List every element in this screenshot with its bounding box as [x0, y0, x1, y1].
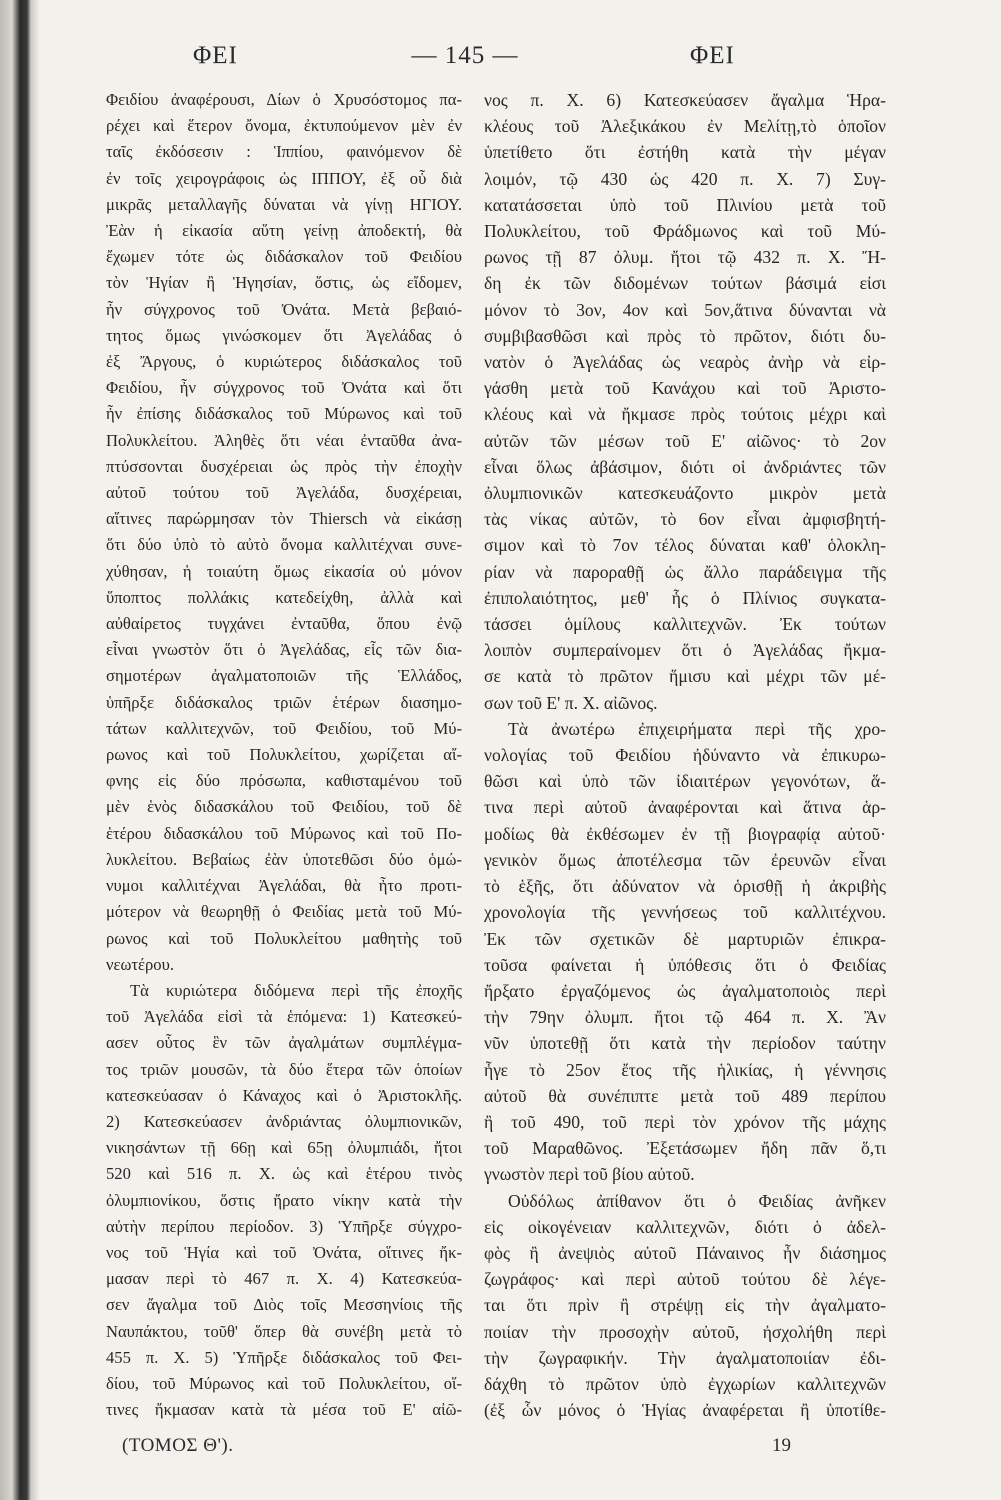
printer-signature: 19	[772, 1435, 791, 1456]
left-text-column	[106, 87, 462, 1423]
text-line: Ἐκ τῶν σχετικῶν δὲ μαρτυριῶν ἐπικρα-	[484, 928, 886, 949]
text-line: τάτων καλλιτεχνῶν, τοῦ Φειδίου, τοῦ Μύ-	[106, 718, 462, 738]
text-line: (ἐξ ὧν μόνος ὁ Ἡγίας ἀναφέρεται ἢ ὑποτίθε-	[484, 1400, 886, 1421]
text-line: ὀλυμπιονίκου, ὅστις ἤρατο νίκην κατὰ τὴν	[106, 1190, 462, 1210]
right-text-column	[484, 87, 886, 1423]
text-line: ὀλυμπιονικῶν κατεσκευάζοντο μικρὸν μετὰ	[484, 483, 886, 504]
text-line: Τὰ ἀνωτέρω ἐπιχειρήματα περὶ τῆς χρο-	[508, 718, 886, 739]
text-line: ὅτι δύο ὑπὸ τὸ αὐτὸ ὄνομα καλλιτέχναι συνε-	[106, 535, 462, 555]
left-column-paragraph	[106, 87, 462, 978]
text-line: τος τριῶν μουσῶν, τὰ δύο ἕτερα τῶν ὁποίων	[106, 1059, 462, 1079]
text-line: γενικὸν ὅμως ἀποτέλεσμα τῶν ἐρευνῶν εἶναι	[484, 849, 886, 870]
text-line: ασεν οὗτος ἓν τῶν ἀγαλμάτων συμπλέγμα-	[106, 1033, 462, 1053]
text-line: νολογίας τοῦ Φειδίου ἠδύναντο νὰ ἐπικυρω-	[484, 745, 886, 766]
text-line: ὑπετίθετο ὅτι ἐστήθη κατὰ τὴν μέγαν	[484, 142, 886, 163]
text-line: μὲν ἑνὸς διδασκάλου τοῦ Φειδίου, τοῦ δὲ	[106, 797, 462, 817]
text-line: ποιίαν τὴν προσοχὴν αὐτοῦ, ἠσχολήθη περὶ	[484, 1321, 886, 1342]
text-line: τοῦ Ἀγελάδα εἰσὶ τὰ ἑπόμενα: 1) Κατεσκεύ-	[106, 1007, 462, 1027]
text-line: τὸ ἑξῆς, ὅτι ἀδύνατον νὰ ὁρισθῇ ἡ ἀκριβὴς	[484, 876, 886, 897]
text-line: σιμον καὶ τὸ 7ον τέλος δύναται καθ' ὁλοκλη-	[484, 535, 886, 556]
text-line: ρωνος καὶ τοῦ Πολυκλείτου, χωρίζεται αἴ-	[106, 745, 462, 765]
text-line: εἶναι ὅλως ἀβάσιμον, διότι οἱ ἀνδριάντες τῶν	[484, 456, 886, 477]
left-column-paragraph	[106, 978, 462, 1423]
text-line: ρωνος τῇ 87 ὀλυμ. ἤτοι τῷ 432 π. Χ. Ἤ-	[484, 247, 886, 268]
text-line: Φειδίου, ἦν σύγχρονος τοῦ Ὀνάτα καὶ ὅτι	[106, 378, 462, 398]
text-line: τὰς νίκας αὐτῶν, τὸ 6ον εἶναι ἀμφισβητή-	[484, 509, 886, 530]
text-line: Οὐδόλως ἀπίθανον ὅτι ὁ Φειδίας ἀνῆκεν	[508, 1190, 886, 1211]
text-line: δίου, τοῦ Μύρωνος καὶ τοῦ Πολυκλείτου, οἵ-	[106, 1373, 462, 1393]
text-line: λοιπὸν συμπεραίνομεν ὅτι ὁ Ἀγελάδας ἤκμα-	[484, 640, 886, 661]
text-line: Πολυκλείτου. Ἀληθὲς ὅτι νέαι ἐνταῦθα ἀνα-	[106, 430, 462, 450]
text-line: κατεσκεύασαν ὁ Κάναχος καὶ ὁ Ἀριστοκλῆς.	[106, 1085, 462, 1105]
running-head-right: ΦΕΙ	[690, 42, 735, 69]
text-line: νος τοῦ Ἡγία καὶ τοῦ Ὀνάτα, οἵτινες ἤκ-	[106, 1242, 462, 1262]
volume-mark: (ΤΟΜΟΣ Θ').	[122, 1435, 234, 1456]
text-line: ρέχει καὶ ἕτερον ὄνομα, ἐκτυπούμενον μὲν ἐν	[106, 116, 462, 136]
text-line: δη ἐκ τῶν διδομένων τούτων βάσιμά εἰσι	[484, 273, 886, 294]
text-line: 455 π. Χ. 5) Ὑπῆρξε διδάσκαλος τοῦ Φει-	[106, 1347, 462, 1367]
text-line: λοιμόν, τῷ 430 ὡς 420 π. Χ. 7) Συγ-	[484, 168, 886, 189]
text-line: 2) Κατεσκεύασεν ἀνδριάντας ὀλυμπιονικῶν,	[106, 1111, 462, 1131]
text-line: μόνον τὸ 3ον, 4ον καὶ 5ον,ἅτινα δύνανται νὰ	[484, 299, 886, 320]
text-line: εἰς οἰκογένειαν καλλιτεχνῶν, διότι ὁ ἀδελ-	[484, 1216, 886, 1237]
text-line: τινες ἤκμασαν κατὰ τὰ μέσα τοῦ Ε' αἰῶ-	[106, 1400, 462, 1420]
text-line: νεωτέρου.	[106, 954, 174, 974]
text-line: γάσθη μετὰ τοῦ Κανάχου καὶ τοῦ Ἀριστο-	[484, 378, 886, 399]
text-line: χύθησαν, ἡ τοιαύτη ὅμως εἰκασία οὐ μόνον	[106, 561, 462, 581]
text-line: ἐξ Ἄργους, ὁ κυριώτερος διδάσκαλος τοῦ	[106, 352, 462, 372]
text-line: ὕποπτος πολλάκις κατεδείχθη, ἀλλὰ καὶ	[106, 587, 462, 607]
right-column-paragraph	[484, 716, 886, 1188]
page-edge-shadow	[0, 0, 40, 1500]
text-line: ρίαν νὰ παροραθῇ ὡς ἄλλο παράδειγμα τῆς	[484, 561, 886, 582]
text-line: χρονολογία τῆς γεννήσεως τοῦ καλλιτέχνου.	[484, 902, 886, 923]
page-number: — 145 —	[411, 42, 519, 69]
right-column-paragraph	[484, 87, 886, 716]
text-line: ἢ τοῦ 490, τοῦ περὶ τὸν χρόνον τῆς μάχης	[484, 1111, 886, 1132]
text-line: Ναυπάκτου, τοῦθ' ὅπερ θὰ συνέβη μετὰ τὸ	[106, 1321, 462, 1341]
text-line: ρωνος καὶ τοῦ Πολυκλείτου μαθητὴς τοῦ	[106, 928, 462, 948]
text-line: μοδίως θὰ ἐκθέσωμεν ἐν τῇ βιογραφίᾳ αὐτοῦ·	[484, 823, 886, 844]
text-line: τὴν 79ην ὀλυμπ. ἤτοι τῷ 464 π. Χ. Ἂν	[484, 1007, 886, 1028]
right-column-paragraph	[484, 1188, 886, 1424]
text-line: κλέους τοῦ Ἀλεξικάκου ἐν Μελίτῃ,τὸ ὁποῖον	[484, 116, 886, 137]
text-line: μότερον νὰ θεωρηθῇ ὁ Φειδίας μετὰ τοῦ Μύ-	[106, 902, 462, 922]
text-line: πτύσσονται δυσχέρειαι ὡς πρὸς τὴν ἐποχὴν	[106, 456, 462, 476]
text-line: νατὸν ὁ Ἀγελάδας ὡς νεαρὸς ἀνὴρ νὰ εἰρ-	[484, 352, 886, 373]
text-line: ἦν σύγχρονος τοῦ Ὀνάτα. Μετὰ βεβαιό-	[106, 299, 462, 319]
text-line: μασαν περὶ τὸ 467 π. Χ. 4) Κατεσκεύα-	[106, 1269, 462, 1289]
text-line: Φειδίου ἀναφέρουσι, Δίων ὁ Χρυσόστομος πα-	[106, 90, 462, 109]
text-line: φὸς ἢ ἀνεψιὸς αὐτοῦ Πάναινος ἦν διάσημος	[484, 1242, 886, 1263]
text-line: ἤρξατο ἐργαζόμενος ὡς ἀγαλματοποιὸς περὶ	[484, 980, 886, 1001]
text-line: αὐτὴν περίπου περίοδον. 3) Ὑπῆρξε σύγχρο-	[106, 1216, 462, 1236]
text-line: αὐτοῦ τούτου τοῦ Ἀγελάδα, δυσχέρειαι,	[106, 483, 462, 503]
text-line: τινα περὶ αὐτοῦ ἀναφέρονται καὶ ἅτινα ἁρ-	[484, 797, 886, 818]
text-line: συμβιβασθῶσι καὶ πρὸς τὸ πρῶτον, διότι δυ-	[484, 325, 886, 346]
text-line: τὴν ζωγραφικήν. Τὴν ἀγαλματοποιίαν ἐδι-	[484, 1347, 886, 1368]
text-line: ζωγράφος· καὶ περὶ αὐτοῦ τούτου δὲ λέγε-	[484, 1269, 886, 1290]
text-line: ἦγε τὸ 25ον ἔτος τῆς ἡλικίας, ἡ γέννησις	[484, 1059, 886, 1080]
text-line: θῶσι καὶ ὑπὸ τῶν ἰδιαιτέρων γεγονότων, ἅ-	[484, 771, 886, 792]
text-line: δάχθη τὸ πρῶτον ὑπὸ ἐγχωρίων καλλιτεχνῶν	[484, 1373, 886, 1394]
text-line: ἐπιπολαιότητος, μεθ' ἧς ὁ Πλίνιος συγκατα-	[484, 587, 886, 608]
text-line: λυκλείτου. Βεβαίως ἐὰν ὑποτεθῶσι δύο ὁμώ-	[106, 849, 462, 869]
text-line: ἐν τοῖς χειρογράφοις ὡς ΙΠΠΟΥ, ἐξ οὗ διὰ	[106, 168, 462, 188]
text-line: κατατάσσεται ὑπὸ τοῦ Πλινίου μετὰ τοῦ	[484, 194, 886, 215]
text-line: σημοτέρων ἀγαλματοποιῶν τῆς Ἑλλάδος,	[106, 666, 462, 686]
text-line: νος π. Χ. 6) Κατεσκεύασεν ἄγαλμα Ἡρα-	[484, 90, 886, 110]
text-line: τοῦσα φαίνεται ἡ ὑπόθεσις ὅτι ὁ Φειδίας	[484, 954, 886, 975]
text-line: μικρᾶς μεταλλαγῆς δύναται νὰ γίνῃ ΗΓΙΟΥ.	[106, 194, 462, 214]
text-line: αἵτινες παρώρμησαν τὸν Thiersch νὰ εἰκάσῃ	[106, 509, 462, 529]
text-line: φνης εἰς δύο πρόσωπα, καθισταμένου τοῦ	[106, 771, 462, 791]
text-line: νικησάντων τῇ 66ῃ καὶ 65ῃ ὀλυμπιάδι, ἤτοι	[106, 1138, 462, 1158]
text-line: Πολυκλείτου, τοῦ Φράδμωνος καὶ τοῦ Μύ-	[484, 221, 886, 242]
text-line: τάσσει ὁμίλους καλλιτεχνῶν. Ἐκ τούτων	[484, 614, 886, 635]
text-line: σεν ἄγαλμα τοῦ Διὸς τοῖς Μεσσηνίοις τῆς	[106, 1295, 462, 1315]
text-line: Τὰ κυριώτερα διδόμενα περὶ τῆς ἐποχῆς	[130, 980, 462, 1000]
text-line: Ἐὰν ἡ εἰκασία αὕτη γείνῃ ἀποδεκτή, θὰ	[106, 221, 462, 241]
text-line: αὐθαίρετος τυγχάνει ἐνταῦθα, ὅπου ἐνῷ	[106, 614, 462, 634]
running-head-left: ΦΕΙ	[193, 42, 238, 69]
text-line: σων τοῦ Ε' π. Χ. αἰῶνος.	[484, 692, 658, 713]
text-line: ἔχωμεν τότε ὡς διδάσκαλον τοῦ Φειδίου	[106, 247, 462, 267]
text-line: σε κατὰ τὸ πρῶτον ἥμισυ καὶ μέχρι τῶν μέ-	[484, 666, 886, 687]
text-line: 520 καὶ 516 π. Χ. ὡς καὶ ἑτέρου τινὸς	[106, 1164, 462, 1184]
text-line: αὐτῶν τῶν μέσων τοῦ Ε' αἰῶνος· τὸ 2ον	[484, 430, 886, 451]
text-line: ται ὅτι πρὶν ἢ στρέψῃ εἰς τὴν ἀγαλματο-	[484, 1295, 886, 1316]
text-line: ταῖς ἐκδόσεσιν : Ἱππίου, φαινόμενον δὲ	[106, 142, 462, 162]
text-line: νῦν ὑποτεθῇ ὅτι κατὰ τὴν περίοδον ταύτην	[484, 1033, 886, 1054]
text-line: κλέους καὶ νὰ ἤκμασε πρὸς τούτοις μέχρι καὶ	[484, 404, 886, 425]
text-line: τοῦ Μαραθῶνος. Ἐξετάσωμεν ἤδη πᾶν ὅ,τι	[484, 1138, 886, 1159]
text-line: αὐτοῦ θὰ συνέπιπτε μετὰ τοῦ 489 περίπου	[484, 1085, 886, 1106]
text-line: τὸν Ἡγίαν ἢ Ἡγησίαν, ὅστις, ὡς εἴδομεν,	[106, 273, 462, 293]
text-line: εἶναι γνωστὸν ὅτι ὁ Ἀγελάδας, εἷς τῶν δια-	[106, 640, 462, 660]
text-line: ἦν ἐπίσης διδάσκαλος τοῦ Μύρωνος καὶ τοῦ	[106, 404, 462, 424]
text-line: γνωστὸν περὶ τοῦ βίου αὐτοῦ.	[484, 1164, 695, 1185]
text-line: ἑτέρου διδασκάλου τοῦ Μύρωνος καὶ τοῦ Πο-	[106, 823, 462, 843]
text-line: τητος ὅμως γινώσκομεν ὅτι Ἀγελάδας ὁ	[106, 325, 462, 345]
text-line: νυμοι καλλιτέχναι Ἀγελάδαι, θὰ ἦτο προτι-	[106, 876, 462, 896]
text-line: ὑπῆρξε διδάσκαλος τριῶν ἑτέρων διασημο-	[106, 692, 462, 712]
